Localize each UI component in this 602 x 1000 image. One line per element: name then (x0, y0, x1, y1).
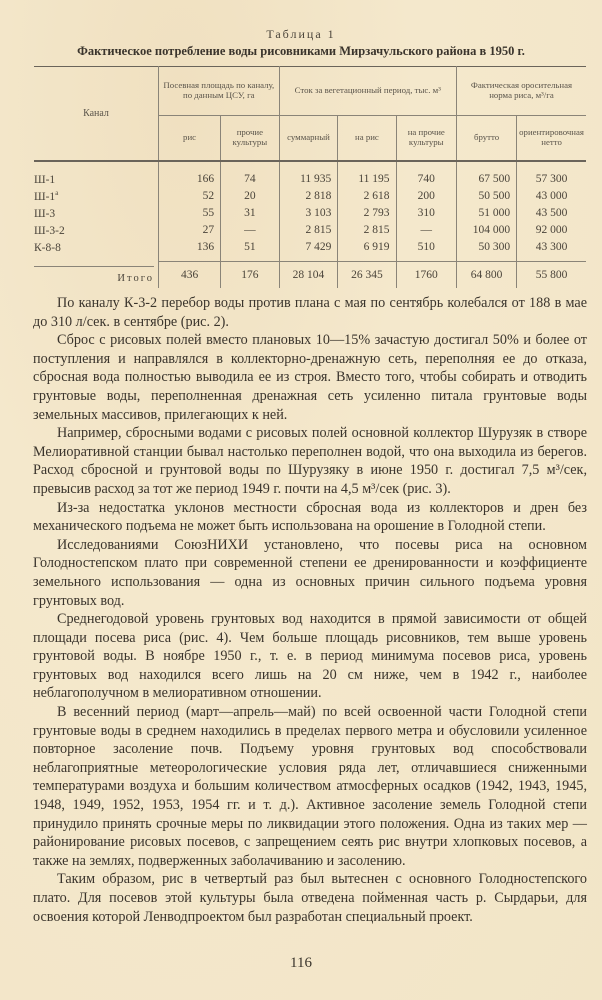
cell-other: 31 (221, 204, 279, 221)
cell-rice: 27 (159, 221, 221, 238)
cell-channel: К-8-8 (34, 241, 61, 254)
cell-on-other: 740 (396, 161, 456, 187)
cell-on-rice: 11 195 (338, 161, 396, 187)
header-gross: брутто (456, 116, 516, 162)
header-on-other: на прочие культуры (396, 116, 456, 162)
paragraph: В весенний период (март—апрель—май) по всей освоенной части Голодной степи грунтовые воды в среднем находились в пределах первого метра и обусловили усиленное повторное засоление почв. Подъему уровня грунтовых вод способствовали неблагоприятные метеорологические условия ряда лет, отличавшиеся сниженными температурами воздуха и большим количеством атмосферных осадков (1942, 1943, 1945, 1948, 1949, 1952, 1953, 1954 гг. и т. д.). Активное засоление земель Голодной степи принудило принять срочные меры по ликвидации этого положения. Одна из таких мер — районирование рисовых посевов, с запрещением сеять рис внутри хлопковых посевов, а также на землях, подверженных заболачиванию и засолению. (33, 704, 587, 869)
cell-other: 51 (221, 238, 279, 262)
cell-other: — (221, 221, 279, 238)
header-other-crops: прочие культуры (221, 116, 279, 162)
cell-rice: 166 (159, 161, 221, 187)
header-irrigation-norm: Фактическая оросительная норма риса, м³/га (456, 67, 586, 116)
cell-sum: 2 818 (279, 187, 338, 204)
table-row (34, 161, 586, 187)
cell-net: 92 000 (517, 221, 586, 238)
cell-channel: $Ш-1^а$ (34, 188, 59, 203)
paragraph: По каналу К-3-2 перебор воды против плана с мая по сентябрь колебался от 188 в мае до 310 л/сек. в сентябре (рис. 2). (33, 295, 587, 330)
table-total-row (34, 262, 586, 289)
header-on-rice: на рис (338, 116, 396, 162)
cell-rice: 55 (159, 204, 221, 221)
header-rice: рис (159, 116, 221, 162)
header-channel: Канал (83, 107, 109, 119)
cell-other: 74 (221, 161, 279, 187)
cell-other: 20 (221, 187, 279, 204)
total-other: 176 (221, 262, 279, 289)
cell-channel: Ш-3-2 (34, 224, 65, 237)
total-on-rice: 26 345 (338, 262, 396, 289)
table-row (34, 204, 586, 221)
table-row (34, 221, 586, 238)
header-total-runoff: суммарный (279, 116, 338, 162)
paragraph: Среднегодовой уровень грунтовых вод находится в прямой зависимости от общей площади посева риса (рис. 4). Чем больше площадь рисовников, тем выше уровень грунтовой воды. В ноябре 1950 г., т. е. в период минимума посевов риса, уровень грунтовых вод находился всего лишь на 20 см ниже, чем в 1942 г., наиболее неблагополучном в мелиоративном отношении. (33, 611, 587, 702)
cell-on-other: — (396, 221, 456, 238)
cell-channel: Ш-3 (34, 207, 56, 220)
body-text (33, 294, 587, 926)
paragraph: Исследованиями СоюзНИХИ установлено, что посевы риса на основном Голодностепском плато при современной степени ее дренированности и коэффициенте земельного использования — одна из основных причин сильного подъема уровня грунтовых вод. (33, 536, 587, 609)
cell-rice: 136 (159, 238, 221, 262)
cell-sum: 2 815 (279, 221, 338, 238)
cell-on-rice: 2 793 (338, 204, 396, 221)
header-sown-area: Посевная площадь по каналу, по данным ЦСУ, га (159, 67, 280, 116)
table-row (34, 238, 586, 262)
table-caption: Таблица 1 (266, 27, 336, 41)
total-label: Итого (34, 262, 159, 289)
cell-sum: 11 935 (279, 161, 338, 187)
cell-net: 43 500 (517, 204, 586, 221)
total-rice: 436 (159, 262, 221, 289)
cell-net: 43 300 (517, 238, 586, 262)
cell-channel: Ш-1 (34, 173, 56, 186)
cell-gross: 50 500 (456, 187, 516, 204)
paragraph: Например, сбросными водами с рисовых полей основной коллектор Шурузяк в створе Мелиоративной станции бывал настолько переполнен водой, что она выходила из берегов. Расход сбросной и грунтовой воды по Шурузяку в июне 1950 г. достигал 7,5 м³/сек, превысив расход за тот же период 1949 г. почти на 4,5 м³/сек (рис. 3). (33, 425, 587, 497)
cell-gross: 67 500 (456, 161, 516, 187)
cell-on-other: 310 (396, 204, 456, 221)
table-row (34, 187, 586, 204)
total-gross: 64 800 (456, 262, 516, 289)
cell-on-rice: 2 815 (338, 221, 396, 238)
cell-on-other: 200 (396, 187, 456, 204)
cell-gross: 50 300 (456, 238, 516, 262)
cell-sum: 3 103 (279, 204, 338, 221)
cell-gross: 104 000 (456, 221, 516, 238)
paragraph: Сброс с рисовых полей вместо плановых 10—15% зачастую достигал 50% и более от поступления и направлялся в коллекторно-дренажную сеть, переполняя ее до отказа, сбросная вода полностью выводила ее из строя. Вместо того, чтобы собирать и отводить грунтовые воды, переполненная дренажная сеть усиленно питала грунтовые воды земельных массивов, прилегающих к ней. (33, 332, 587, 423)
paragraph: Таким образом, рис в четвертый раз был вытеснен с основного Голодностепского плато. Для посевов этой культуры была отведена пойменная часть р. Сырдарьи, для освоения которой Ленводпроектом был разработан специальный проект. (33, 871, 587, 925)
cell-on-other: 510 (396, 238, 456, 262)
page-number: 116 (290, 955, 312, 971)
cell-gross: 51 000 (456, 204, 516, 221)
total-on-other: 1760 (396, 262, 456, 289)
paragraph: Из-за недостатка уклонов местности сбросная вода из коллекторов и дрен без механического подъема не может быть использована на орошение в Голодной степи. (33, 499, 587, 535)
cell-rice: 52 (159, 187, 221, 204)
cell-net: 57 300 (517, 161, 586, 187)
table-title: Фактическое потребление воды рисовниками Мирзачульского района в 1950 г. (77, 44, 525, 58)
header-runoff: Сток за вегетационный период, тыс. м³ (279, 67, 456, 116)
cell-net: 43 000 (517, 187, 586, 204)
water-consumption-table (34, 66, 586, 288)
total-sum: 28 104 (279, 262, 338, 289)
total-net: 55 800 (517, 262, 586, 289)
cell-on-rice: 6 919 (338, 238, 396, 262)
cell-on-rice: 2 618 (338, 187, 396, 204)
header-net: ориентировочная нетто (517, 116, 586, 162)
cell-sum: 7 429 (279, 238, 338, 262)
